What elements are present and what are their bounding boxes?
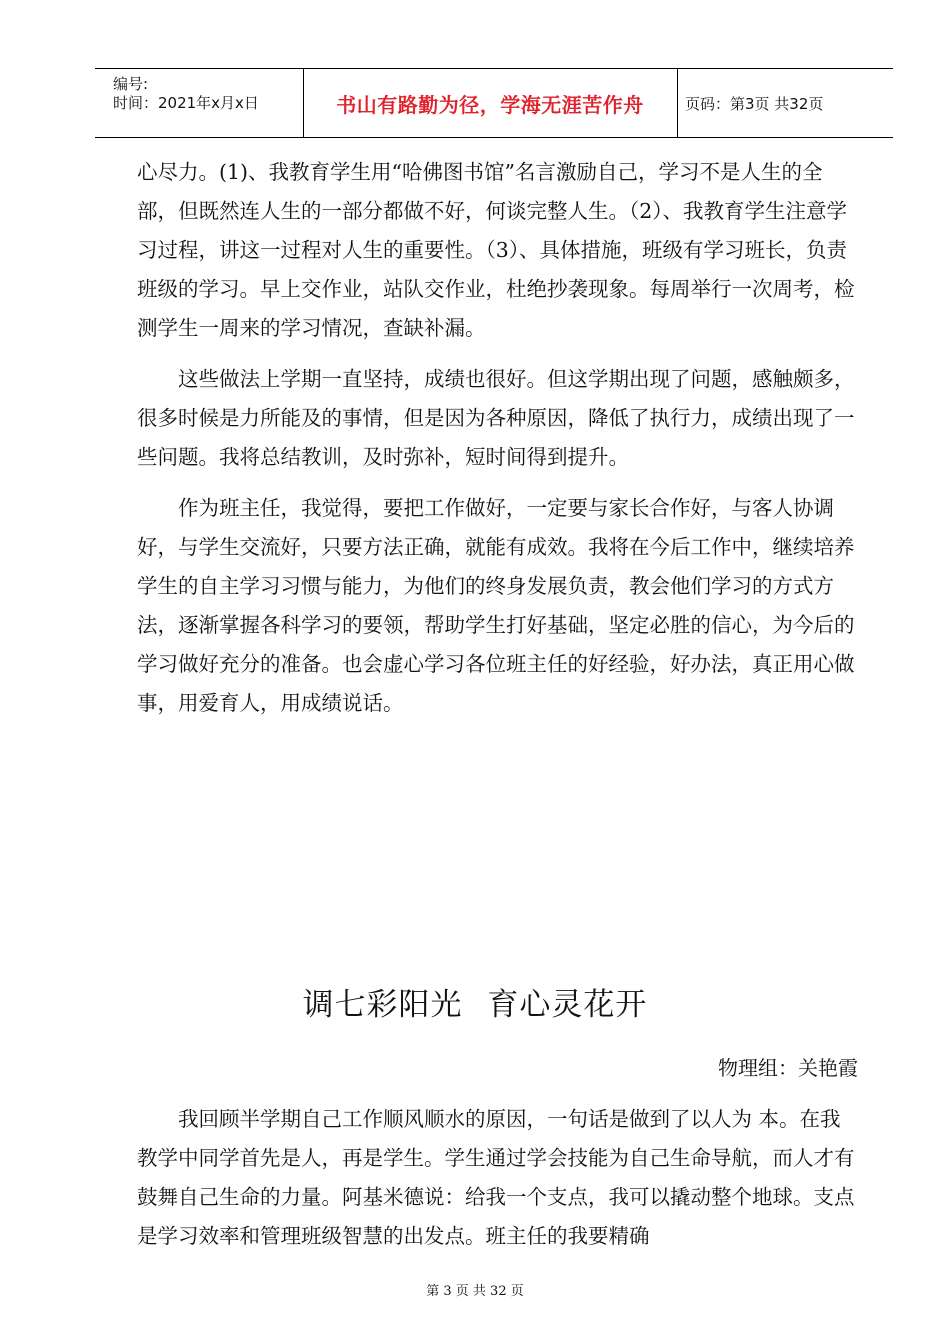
header-info-cell (95, 69, 304, 137)
article-author: 物理组：关艳霞 (718, 1056, 858, 1080)
header-motto-cell (303, 69, 678, 137)
serial-label: 编号: (113, 75, 149, 93)
paragraph-4-text: 我回顾半学期自己工作顺风顺水的原因，一句话是做到了以人为 本。在我教学中同学首先是人，再是学生。学生通过学会技能为自己生命导航，而人才有鼓舞自己生命的力量。阿基米德说：给我一个支点，我可以撬动整个地球。支点是学习效率和管理班级智慧的出发点。班主任的我要精确 (137, 1107, 855, 1248)
page-header (95, 68, 893, 138)
paragraph-1-text: 心尽力。(1)、我教育学生用“哈佛图书馆”名言激励自己，学习不是人生的全部，但既然连人生的一部分都做不好，何谈完整人生。（2）、我教育学生注意学习过程，讲这一过程对人生的重要性。（3）、具体措施，班级有学习班长，负责班级的学习。早上交作业，站队交作业，杜绝抄袭现象。每周举行一次周考，检测学生一周来的学习情况，查缺补漏。 (137, 160, 855, 340)
header-page-cell (677, 69, 893, 137)
paragraph-3-text: 作为班主任，我觉得，要把工作做好，一定要与家长合作好，与客人协调好，与学生交流好，只要方法正确，就能有成效。我将在今后工作中，继续培养学生的自主学习习惯与能力，为他们的终身发展负责，教会他们学习的方式方法，逐渐掌握各科学习的要领，帮助学生打好基础，坚定必胜的信心，为今后的学习做好充分的准备。也会虚心学习各位班主任的好经验，好办法，真正用心做事，用爱育人，用成绩说话。 (137, 496, 855, 715)
paragraph-1 (137, 153, 857, 348)
motto-text: 书山有路勤为径，学海无涯苦作舟 (336, 92, 644, 117)
time-label: 时间：2021年x月x日 (113, 94, 259, 112)
paragraph-2 (137, 360, 857, 477)
paragraph-3 (137, 489, 857, 723)
paragraph-2-text: 这些做法上学期一直坚持，成绩也很好。但这学期出现了问题，感触颇多，很多时候是力所能及的事情，但是因为各种原因，降低了执行力，成绩出现了一些问题。我将总结教训，及时弥补，短时间得到提升。 (137, 367, 855, 469)
page-number-label: 页码：第3页 共32页 (685, 94, 824, 113)
paragraph-4 (137, 1100, 857, 1256)
article-title: 调七彩阳光 育心灵花开 (302, 987, 648, 1023)
page-footer: 第 3 页 共 32 页 (426, 1284, 524, 1299)
